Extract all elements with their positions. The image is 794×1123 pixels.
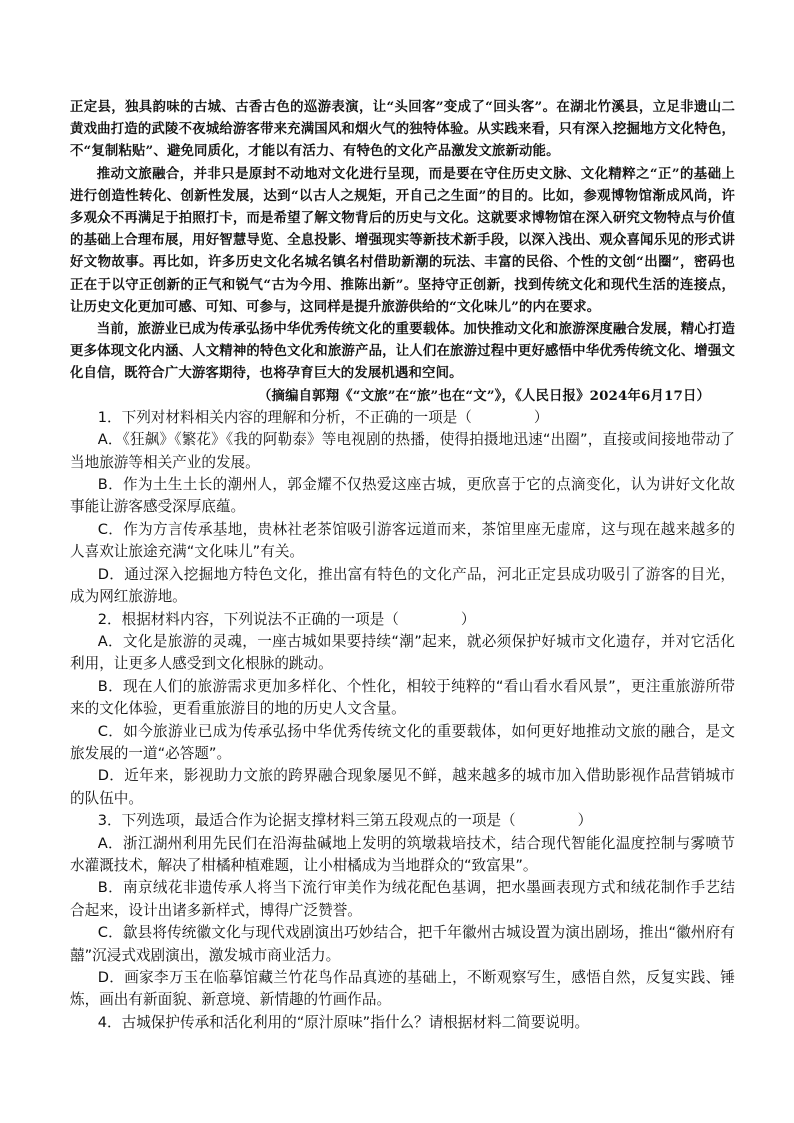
- option-b: B．现在人们的旅游需求更加多样化、个性化，相较于纯粹的“看山看水看风景”，更注重旅游所带来的文化体验，更看重旅游目的地的历史人文含量。: [70, 677, 735, 718]
- option-a: A．浙江湖州利用先民们在沿海盐碱地上发明的筑墩栽培技术，结合现代智能化温度控制与雾喷节水灌溉技术，解决了柑橘种植难题，让小柑橘成为当地群众的“致富果”。: [70, 834, 735, 874]
- question-stem: [70, 810, 735, 832]
- option-c: C．如今旅游业已成为传承弘扬中华优秀传统文化的重要载体，如何更好地推动文旅的融合，是文旅发展的一道“必答题”。: [70, 722, 735, 762]
- option-d: D．近年来，影视助力文旅的跨界融合现象屡见不鲜，越来越多的城市加入借助影视作品营销城市的队伍中。: [70, 767, 735, 807]
- question-stem: [70, 407, 735, 429]
- question-3: [70, 810, 735, 1012]
- question-stem: [70, 609, 735, 631]
- option-b: B．作为土生土长的潮州人，郭金耀不仅热爱这座古城，更欣喜于它的点滴变化，认为讲好文化故事能让游客感受深厚底蕴。: [70, 476, 735, 516]
- option-b: B．南京绒花非遗传承人将当下流行审美作为绒花配色基调，把水墨画表现方式和绒花制作手艺结合起来，设计出诸多新样式，博得广泛赞誉。: [70, 879, 735, 919]
- question-stem-close: ）: [460, 610, 476, 628]
- question-list: [70, 407, 735, 1034]
- option-a: A．文化是旅游的灵魂，一座古城如果要持续“潮”起来，就必须保护好城市文化遗存，并对它活化利用，让更多人感受到文化根脉的跳动。: [70, 632, 735, 673]
- passage-paragraph-1: 正定县，独具韵味的古城、古香古色的巡游表演，让“头回客”变成了“回头客”。在湖北竹溪县，立足非遗山二黄戏曲打造的武陵不夜城给游客带来充满国风和烟火气的独特体验。从实践来看，只有深入挖掘地方文化特色，不“复制粘贴”、避免同质化，才能以有活力、有特色的文化产品激发文旅新动能。: [70, 99, 735, 160]
- question-stem-text: 4．古城保护传承和活化利用的“原汁原味”指什么？请根据材料二简要说明。: [97, 1013, 590, 1031]
- option-a: A．《狂飙》《繁花》《我的阿勒泰》等电视剧的热播，使得拍摄地迅速“出圈”，直接或间接地带动了当地旅游等相关产业的发展。: [70, 431, 735, 471]
- option-c: C．作为方言传承基地，贵林社老茶馆吸引游客远道而来，茶馆里座无虚席，这与现在越来越多的人喜欢让旅途充满“文化味儿”有关。: [70, 520, 735, 561]
- question-stem-close: ）: [577, 812, 593, 830]
- option-c: C．歙县将传统徽文化与现代戏剧演出巧妙结合，把千年徽州古城设置为演出剧场，推出“徽州府有囍”沉浸式戏剧演出，激发城市商业活力。: [70, 924, 735, 964]
- question-stem-text: 2．根据材料内容，下列说法不正确的一项是（: [97, 610, 399, 628]
- question-stem-text: 1．下列对材料相关内容的理解和分析，不正确的一项是（: [97, 408, 472, 426]
- option-d: D．画家李万玉在临摹馆藏兰竹花鸟作品真迹的基础上，不断观察写生，感悟自然，反复实践、锤炼，画出有新面貌、新意境、新情趣的竹画作品。: [70, 969, 735, 1009]
- question-1: [70, 407, 735, 609]
- question-4: [70, 1012, 735, 1034]
- question-2: [70, 609, 735, 811]
- passage-paragraph-2: 推动文旅融合，并非只是原封不动地对文化进行呈现，而是要在守住历史文脉、文化精粹之“正”的基础上进行创造性转化、创新性发展，达到“以古人之规矩，开自己之生面”的目的。比如，参观博物馆渐成风尚，许多观众不再满足于拍照打卡，而是希望了解文物背后的历史与文化。这就要求博物馆在深入研究文物特点与价值的基础上合理布展，用好智慧导览、全息投影、增强现实等新技术新手段，以深入浅出、观众喜闻乐见的形式讲好文物故事。再比如，许多历史文化名城名镇名村借助新潮的玩法、丰富的民俗、个性的文创“出圈”，密码也正在于以守正创新的正气和锐气“古为今用、推陈出新”。坚持守正创新，找到传统文化和现代生活的连接点，让历史文化更加可感、可知、可参与，这同样是提升旅游供给的“文化味儿”的内在要求。: [70, 165, 735, 315]
- reading-passage: [70, 96, 735, 407]
- question-stem: [70, 1012, 735, 1034]
- passage-source: [70, 385, 735, 407]
- question-stem-close: ）: [533, 408, 549, 426]
- question-stem-text: 3．下列选项，最适合作为论据支撑材料三第五段观点的一项是（: [97, 812, 516, 830]
- passage-paragraph-3: 当前，旅游业已成为传承弘扬中华优秀传统文化的重要载体。加快推动文化和旅游深度融合发展，精心打造更多体现文化内涵、人文精神的特色文化和旅游产品，让人们在旅游过程中更好感悟中华优秀传统文化、增强文化自信，既符合广大游客期待，也将孕育巨大的发展机遇和空间。: [70, 321, 735, 382]
- source-citation: （摘编自郭翔《“文旅”在“旅”也在“文”》，《人民日报》2024年6月17日）: [258, 387, 711, 404]
- option-d: D．通过深入挖掘地方特色文化，推出富有特色的文化产品，河北正定县成功吸引了游客的目光，成为网红旅游地。: [70, 565, 735, 606]
- exam-page: [70, 96, 735, 1034]
